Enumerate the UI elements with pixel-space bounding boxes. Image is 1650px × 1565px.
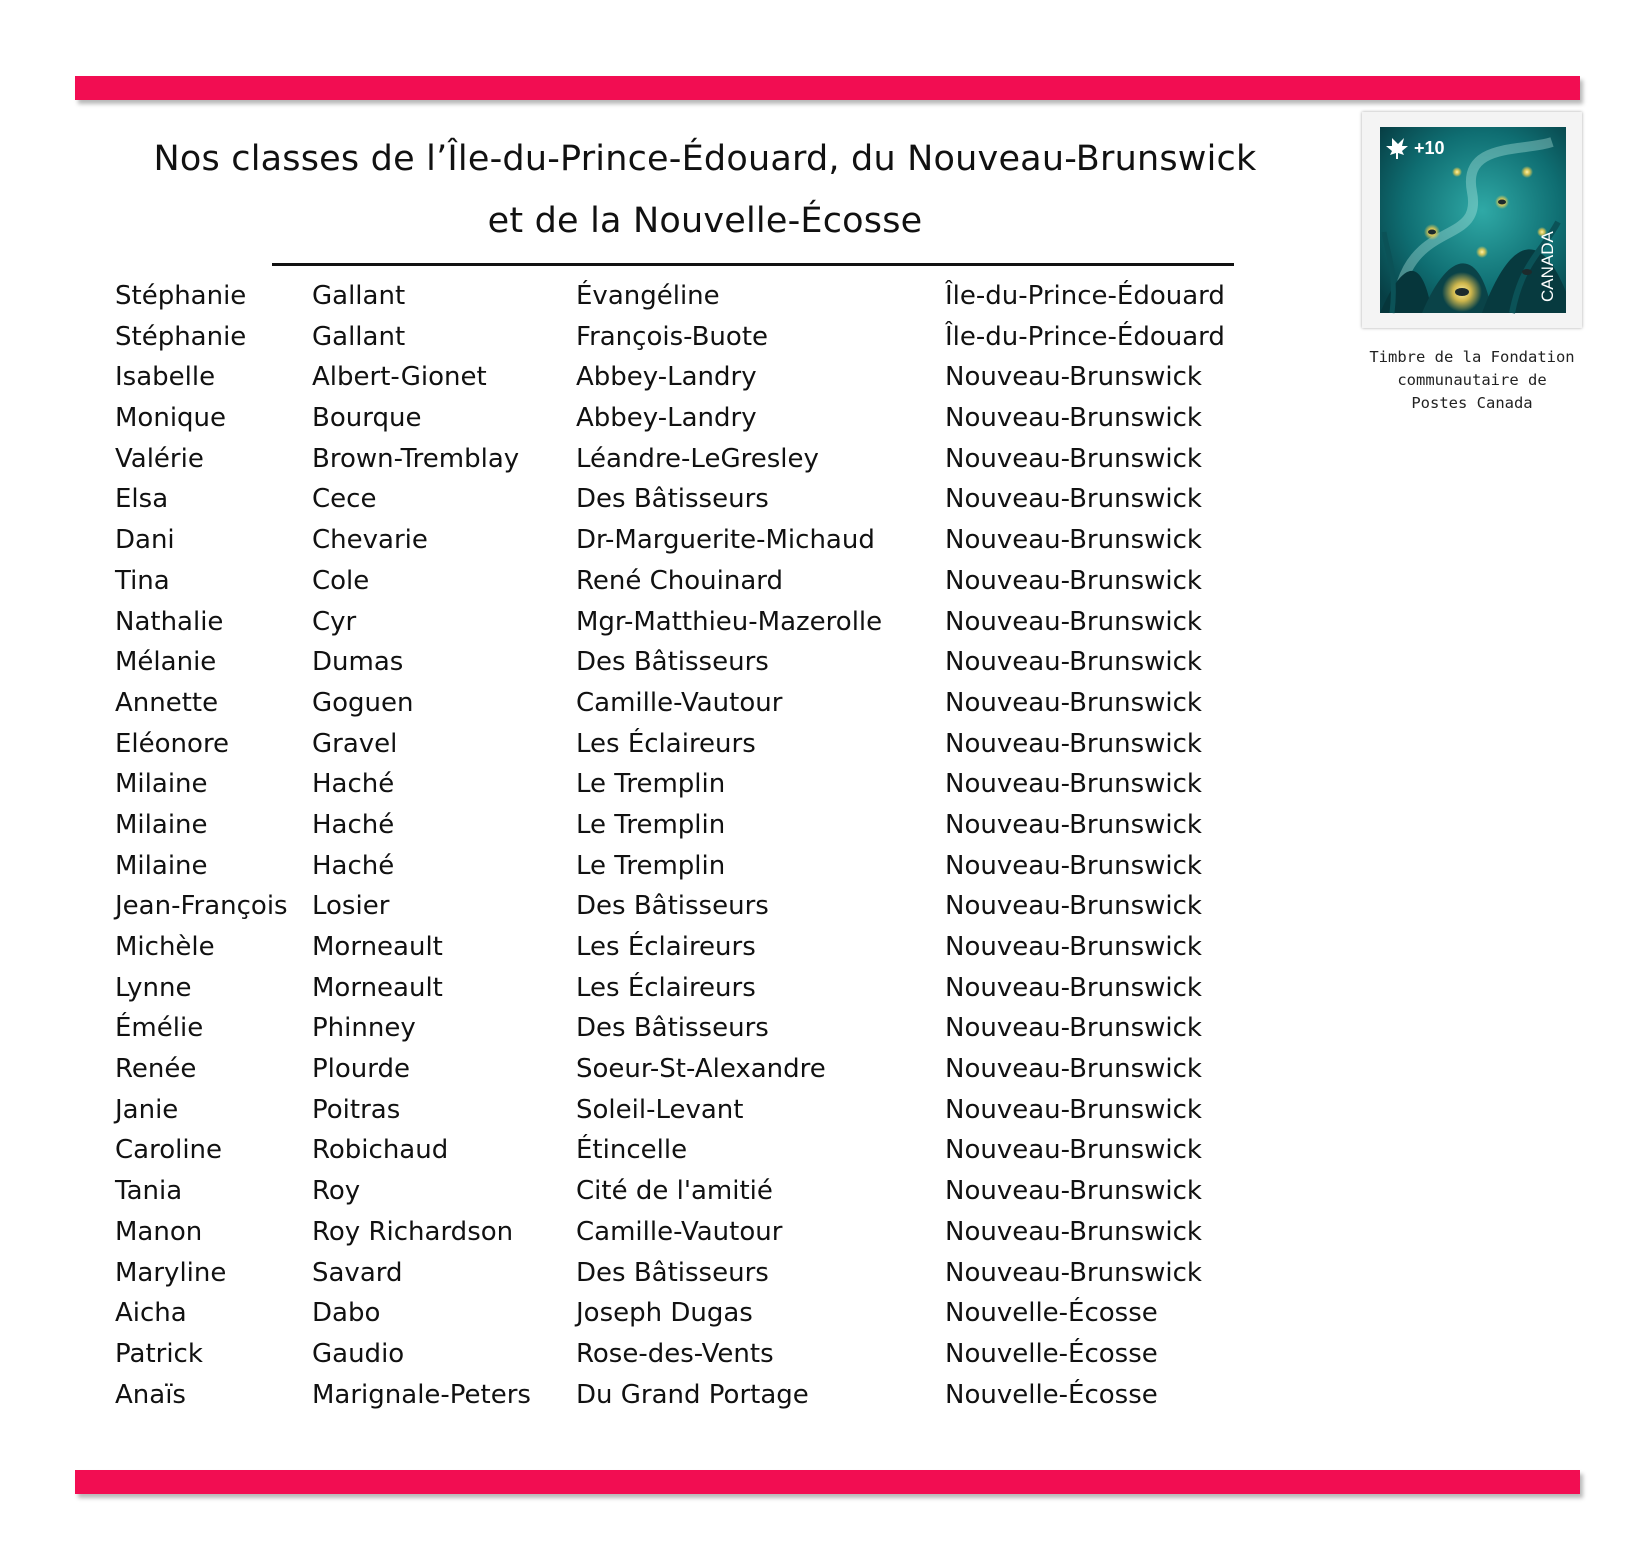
- last-name: Haché: [312, 850, 395, 881]
- last-name: Morneault: [312, 972, 443, 1003]
- table-row: [115, 1090, 1265, 1131]
- table-row: [115, 602, 1265, 643]
- first-name: Milaine: [115, 809, 208, 840]
- last-name: Plourde: [312, 1054, 411, 1085]
- fireflies-stamp-icon: [1362, 112, 1582, 328]
- school-name: Des Bâtisseurs: [576, 891, 769, 922]
- school-name: Les Éclaireurs: [576, 932, 756, 962]
- province-name: Nouveau-Brunswick: [945, 728, 1202, 759]
- first-name: Milaine: [115, 769, 208, 800]
- school-name: Des Bâtisseurs: [576, 1257, 769, 1288]
- school-name: Cité de l'amitié: [576, 1176, 773, 1207]
- last-name: Roy: [312, 1176, 361, 1207]
- last-name: Gravel: [312, 728, 398, 759]
- province-name: Nouveau-Brunswick: [945, 443, 1202, 474]
- last-name: Haché: [312, 769, 395, 800]
- province-name: Nouveau-Brunswick: [945, 525, 1202, 556]
- bottom-accent-bar: [75, 1470, 1580, 1494]
- province-name: Nouveau-Brunswick: [945, 606, 1202, 637]
- school-name: Camille-Vautour: [576, 1216, 783, 1247]
- first-name: Lynne: [115, 972, 192, 1003]
- school-name: Du Grand Portage: [576, 1379, 809, 1410]
- table-row: [115, 561, 1265, 602]
- table-row: [115, 1293, 1265, 1334]
- table-row: [115, 276, 1265, 317]
- title-line-2: et de la Nouvelle-Écosse: [487, 201, 923, 241]
- first-name: Mélanie: [115, 647, 217, 678]
- first-name: Maryline: [115, 1257, 227, 1288]
- province-name: Nouveau-Brunswick: [945, 1257, 1202, 1288]
- school-name: Étincelle: [576, 1135, 688, 1166]
- last-name: Brown-Tremblay: [312, 443, 520, 474]
- province-name: Nouveau-Brunswick: [945, 484, 1202, 515]
- first-name: Michèle: [115, 932, 215, 962]
- first-name: Stéphanie: [115, 281, 247, 311]
- table-row: [115, 398, 1265, 439]
- table-row: [115, 317, 1265, 358]
- school-name: Des Bâtisseurs: [576, 484, 769, 515]
- table-row: [115, 927, 1265, 968]
- last-name: Phinney: [312, 1013, 416, 1044]
- last-name: Marignale-Peters: [312, 1379, 531, 1410]
- school-name: Joseph Dugas: [576, 1298, 753, 1329]
- school-name: Le Tremplin: [576, 809, 726, 840]
- table-row: [115, 886, 1265, 927]
- province-name: Nouveau-Brunswick: [945, 687, 1202, 718]
- school-name: Des Bâtisseurs: [576, 647, 769, 678]
- svg-text:+10: +10: [1414, 138, 1445, 158]
- first-name: Émélie: [115, 1013, 204, 1044]
- last-name: Gaudio: [312, 1338, 405, 1369]
- province-name: Nouveau-Brunswick: [945, 1216, 1202, 1247]
- first-name: Nathalie: [115, 606, 224, 637]
- province-name: Île-du-Prince-Édouard: [945, 281, 1225, 311]
- table-row: [115, 1212, 1265, 1253]
- first-name: Renée: [115, 1054, 197, 1085]
- province-name: Nouvelle-Écosse: [945, 1379, 1158, 1410]
- table-row: [115, 439, 1265, 480]
- last-name: Haché: [312, 809, 395, 840]
- last-name: Dumas: [312, 647, 404, 678]
- province-name: Nouveau-Brunswick: [945, 932, 1202, 962]
- province-name: Nouveau-Brunswick: [945, 769, 1202, 800]
- province-name: Nouveau-Brunswick: [945, 1135, 1202, 1166]
- caption-line-1: Timbre de la Fondation: [1369, 348, 1575, 366]
- first-name: Aicha: [115, 1298, 187, 1329]
- school-name: Abbey-Landry: [576, 403, 757, 434]
- school-name: René Chouinard: [576, 565, 784, 596]
- school-name: Les Éclaireurs: [576, 972, 756, 1003]
- class-list: [115, 276, 1265, 1415]
- table-row: [115, 724, 1265, 765]
- first-name: Manon: [115, 1216, 203, 1247]
- province-name: Nouveau-Brunswick: [945, 647, 1202, 678]
- school-name: Rose-des-Vents: [576, 1338, 774, 1369]
- school-name: Soleil-Levant: [576, 1094, 744, 1125]
- province-name: Nouveau-Brunswick: [945, 403, 1202, 434]
- last-name: Cole: [312, 565, 370, 596]
- school-name: Léandre-LeGresley: [576, 443, 819, 474]
- first-name: Isabelle: [115, 362, 216, 393]
- last-name: Albert-Gionet: [312, 362, 487, 393]
- first-name: Anaïs: [115, 1379, 186, 1410]
- table-row: [115, 1375, 1265, 1416]
- last-name: Poitras: [312, 1094, 401, 1125]
- school-name: Évangéline: [576, 281, 720, 311]
- school-name: Soeur-St-Alexandre: [576, 1054, 826, 1085]
- table-row: [115, 1334, 1265, 1375]
- first-name: Janie: [115, 1094, 179, 1125]
- school-name: Mgr-Matthieu-Mazerolle: [576, 606, 883, 637]
- last-name: Dabo: [312, 1298, 381, 1329]
- last-name: Gallant: [312, 321, 406, 352]
- last-name: Roy Richardson: [312, 1216, 514, 1247]
- first-name: Elsa: [115, 484, 169, 515]
- province-name: Île-du-Prince-Édouard: [945, 321, 1225, 352]
- table-row: [115, 479, 1265, 520]
- province-name: Nouveau-Brunswick: [945, 850, 1202, 881]
- province-name: Nouveau-Brunswick: [945, 1094, 1202, 1125]
- last-name: Losier: [312, 891, 390, 922]
- table-row: [115, 968, 1265, 1009]
- first-name: Stéphanie: [115, 321, 247, 352]
- last-name: Cece: [312, 484, 377, 515]
- province-name: Nouveau-Brunswick: [945, 362, 1202, 393]
- first-name: Patrick: [115, 1338, 203, 1369]
- last-name: Goguen: [312, 687, 414, 718]
- caption-line-2: communautaire de: [1397, 371, 1547, 389]
- top-accent-bar: [75, 76, 1580, 100]
- first-name: Tania: [115, 1176, 183, 1207]
- last-name: Cyr: [312, 606, 357, 637]
- province-name: Nouveau-Brunswick: [945, 972, 1202, 1003]
- last-name: Gallant: [312, 281, 406, 311]
- table-row: [115, 520, 1265, 561]
- province-name: Nouveau-Brunswick: [945, 565, 1202, 596]
- title-underline: [272, 263, 1234, 266]
- province-name: Nouveau-Brunswick: [945, 1176, 1202, 1207]
- page-title: [130, 128, 1280, 252]
- table-row: [115, 1171, 1265, 1212]
- school-name: François-Buote: [576, 321, 769, 352]
- last-name: Bourque: [312, 403, 422, 434]
- first-name: Tina: [115, 565, 170, 596]
- table-row: [115, 1253, 1265, 1294]
- first-name: Milaine: [115, 850, 208, 881]
- table-row: [115, 805, 1265, 846]
- stamp-caption: [1340, 346, 1604, 415]
- province-name: Nouveau-Brunswick: [945, 1054, 1202, 1085]
- first-name: Jean-François: [115, 891, 288, 922]
- table-row: [115, 1130, 1265, 1171]
- table-row: [115, 846, 1265, 887]
- school-name: Les Éclaireurs: [576, 728, 756, 759]
- table-row: [115, 764, 1265, 805]
- table-row: [115, 1049, 1265, 1090]
- first-name: Dani: [115, 525, 175, 556]
- province-name: Nouveau-Brunswick: [945, 1013, 1202, 1044]
- svg-text:CANADA: CANADA: [1538, 231, 1557, 302]
- table-row: [115, 683, 1265, 724]
- school-name: Le Tremplin: [576, 850, 726, 881]
- first-name: Monique: [115, 403, 227, 434]
- first-name: Annette: [115, 687, 219, 718]
- school-name: Camille-Vautour: [576, 687, 783, 718]
- title-line-1: Nos classes de l’Île-du-Prince-Édouard, du Nouveau-Brunswick: [153, 139, 1257, 179]
- last-name: Robichaud: [312, 1135, 449, 1166]
- province-name: Nouvelle-Écosse: [945, 1338, 1158, 1369]
- province-name: Nouvelle-Écosse: [945, 1298, 1158, 1329]
- province-name: Nouveau-Brunswick: [945, 809, 1202, 840]
- school-name: Le Tremplin: [576, 769, 726, 800]
- first-name: Caroline: [115, 1135, 223, 1166]
- last-name: Morneault: [312, 932, 443, 962]
- school-name: Des Bâtisseurs: [576, 1013, 769, 1044]
- school-name: Dr-Marguerite-Michaud: [576, 525, 875, 556]
- province-name: Nouveau-Brunswick: [945, 891, 1202, 922]
- table-row: [115, 357, 1265, 398]
- school-name: Abbey-Landry: [576, 362, 757, 393]
- last-name: Chevarie: [312, 525, 428, 556]
- first-name: Eléonore: [115, 728, 230, 759]
- first-name: Valérie: [115, 443, 204, 474]
- caption-line-3: Postes Canada: [1411, 394, 1533, 412]
- table-row: [115, 642, 1265, 683]
- table-row: [115, 1008, 1265, 1049]
- last-name: Savard: [312, 1257, 403, 1288]
